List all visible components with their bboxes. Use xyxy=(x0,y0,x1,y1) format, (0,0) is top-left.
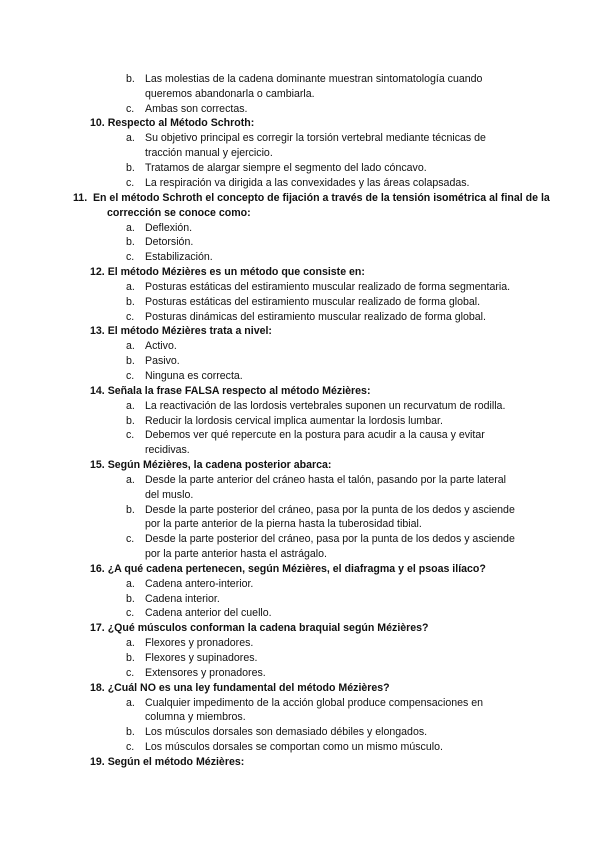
answer-option xyxy=(0,399,600,414)
option-letter: a. xyxy=(126,221,135,234)
question-heading xyxy=(0,681,600,696)
option-letter: c. xyxy=(126,740,135,753)
question-heading xyxy=(0,384,600,399)
answer-option xyxy=(0,131,600,161)
option-letter: c. xyxy=(126,666,135,679)
question-heading xyxy=(0,562,600,577)
question-number: 17. xyxy=(90,622,105,635)
option-text: Detorsión. xyxy=(145,236,194,249)
question-block-q16 xyxy=(0,562,600,621)
option-letter: a. xyxy=(126,473,135,486)
option-text: Cualquier impedimento de la acción global produce compensaciones en columna y miembros. xyxy=(145,696,484,724)
answer-option xyxy=(0,532,600,562)
answer-option xyxy=(0,428,600,458)
option-text: Cadena interior. xyxy=(145,592,220,605)
question-heading xyxy=(0,116,600,131)
option-letter: c. xyxy=(126,176,135,189)
answer-option xyxy=(0,176,600,191)
answer-option xyxy=(0,339,600,354)
question-text: El método Mézières es un método que consiste en: xyxy=(107,265,365,278)
answer-option xyxy=(0,651,600,666)
answer-option xyxy=(0,592,600,607)
question-text: ¿Cuál NO es una ley fundamental del método Mézières? xyxy=(107,681,390,694)
option-letter: b. xyxy=(126,295,135,308)
option-letter: b. xyxy=(126,726,135,739)
option-text: Flexores y supinadores. xyxy=(145,651,258,664)
answer-option xyxy=(0,696,600,726)
option-text: Las molestias de la cadena dominante muestran sintomatología cuando queremos abandonarla o cambiarla. xyxy=(145,73,483,100)
answer-option xyxy=(0,354,600,369)
question-heading xyxy=(0,265,600,280)
question-number: 12. xyxy=(90,265,105,278)
answer-option xyxy=(0,606,600,621)
option-letter: a. xyxy=(126,577,135,590)
option-letter: c. xyxy=(126,533,135,546)
option-text: Pasivo. xyxy=(145,355,180,368)
answer-option xyxy=(0,102,600,117)
question-number: 18. xyxy=(90,681,105,694)
question-block-q17 xyxy=(0,621,600,680)
answer-option xyxy=(0,72,600,102)
question-heading xyxy=(0,621,600,636)
question-block-q15 xyxy=(0,458,600,562)
answer-option xyxy=(0,250,600,265)
option-text: Desde la parte anterior del cráneo hasta el talón, pasando por la parte lateral del muslo. xyxy=(145,473,507,501)
option-letter: a. xyxy=(126,399,135,412)
option-text: Cadena antero-interior. xyxy=(145,577,254,590)
answer-option xyxy=(0,414,600,429)
question-text: Según el método Mézières: xyxy=(107,755,245,768)
option-text: Tratamos de alargar siempre el segmento del lado cóncavo. xyxy=(145,161,427,174)
option-text: Extensores y pronadores. xyxy=(145,666,266,679)
option-letter: a. xyxy=(126,280,135,293)
question-text: Según Mézières, la cadena posterior abarca: xyxy=(107,458,332,471)
option-letter: a. xyxy=(126,340,135,353)
option-text: Su objetivo principal es corregir la torsión vertebral mediante técnicas de tracción manual y ejercicio. xyxy=(145,132,486,160)
option-letter: a. xyxy=(126,696,135,709)
question-block-q14 xyxy=(0,384,600,458)
question-block-q19 xyxy=(0,755,600,770)
option-text: Reducir la lordosis cervical implica aumentar la lordosis lumbar. xyxy=(145,414,443,427)
question-text: Señala la frase FALSA respecto al método Mézières: xyxy=(107,384,371,397)
answer-option xyxy=(0,666,600,681)
question-heading xyxy=(0,458,600,473)
option-letter: c. xyxy=(126,102,135,115)
answer-option xyxy=(0,740,600,755)
answer-option xyxy=(0,636,600,651)
option-text: Los músculos dorsales se comportan como un mismo músculo. xyxy=(145,740,443,753)
option-text: Cadena anterior del cuello. xyxy=(145,607,272,620)
option-text: Deflexión. xyxy=(145,221,193,234)
answer-option xyxy=(0,295,600,310)
option-letter: c. xyxy=(126,369,135,382)
question-number: 16. xyxy=(90,562,105,575)
question-text: Respecto al Método Schroth: xyxy=(107,117,255,130)
question-block-q13 xyxy=(0,324,600,383)
option-letter: c. xyxy=(126,251,135,264)
option-letter: b. xyxy=(126,503,135,516)
question-block-q12 xyxy=(0,265,600,324)
question-block-q18 xyxy=(0,681,600,755)
option-text: Activo. xyxy=(145,340,177,353)
option-text: Ninguna es correcta. xyxy=(145,369,243,382)
question-number: 15. xyxy=(90,458,105,471)
question-text: El método Mézières trata a nivel: xyxy=(107,325,272,338)
option-letter: a. xyxy=(126,132,135,145)
question-number: 14. xyxy=(90,384,105,397)
question-list xyxy=(0,72,600,770)
answer-option xyxy=(0,369,600,384)
question-text: En el método Schroth el concepto de fijación a través de la tensión isométrica al final de la corrección se conoce como: xyxy=(92,191,550,219)
option-letter: b. xyxy=(126,414,135,427)
option-letter: a. xyxy=(126,637,135,650)
option-letter: b. xyxy=(126,651,135,664)
answer-option xyxy=(0,725,600,740)
option-text: Ambas son correctas. xyxy=(145,102,248,115)
option-text: Posturas estáticas del estiramiento muscular realizado de forma global. xyxy=(145,295,481,308)
answer-option xyxy=(0,310,600,325)
question-number: 19. xyxy=(90,755,105,768)
question-text: ¿Qué músculos conforman la cadena braquial según Mézières? xyxy=(107,622,429,635)
option-text: Desde la parte posterior del cráneo, pasa por la punta de los dedos y asciende por la parte anterior hasta el astrágalo. xyxy=(145,533,515,560)
question-heading: 11. En el método Schroth el concepto de fijación a través de la tensión isométrica al final de la corrección se conoce como: xyxy=(73,191,550,219)
option-text: Los músculos dorsales son demasiado débiles y elongados. xyxy=(145,726,428,739)
question-block-q10 xyxy=(0,116,600,190)
question-heading xyxy=(0,324,600,339)
answer-option xyxy=(0,473,600,503)
answer-option xyxy=(0,280,600,295)
question-number: 10. xyxy=(90,117,105,130)
option-text: Posturas estáticas del estiramiento muscular realizado de forma segmentaria. xyxy=(145,280,511,293)
option-letter: b. xyxy=(126,236,135,249)
question-block-q9-cont xyxy=(0,72,600,116)
option-text: La reactivación de las lordosis vertebrales suponen un recurvatum de rodilla. xyxy=(145,399,506,412)
answer-option xyxy=(0,235,600,250)
option-text: Desde la parte posterior del cráneo, pasa por la punta de los dedos y asciende por la parte anterior de la pierna hasta la tuberosidad tibial. xyxy=(145,503,515,531)
answer-option xyxy=(0,503,600,533)
option-letter: b. xyxy=(126,73,135,85)
option-text: Posturas dinámicas del estiramiento muscular realizado de forma global. xyxy=(145,310,486,323)
question-text: ¿A qué cadena pertenecen, según Mézières, el diafragma y el psoas ilíaco? xyxy=(107,562,486,575)
option-letter: c. xyxy=(126,607,135,620)
option-text: Debemos ver qué repercute en la postura para acudir a la causa y evitar recidivas. xyxy=(145,429,485,457)
option-text: Flexores y pronadores. xyxy=(145,637,254,650)
option-text: Estabilización. xyxy=(145,251,213,264)
option-text: La respiración va dirigida a las convexidades y las áreas colapsadas. xyxy=(145,176,470,189)
answer-option xyxy=(0,577,600,592)
option-letter: b. xyxy=(126,592,135,605)
question-number: 13. xyxy=(90,325,105,338)
option-letter: c. xyxy=(126,429,135,442)
answer-option xyxy=(0,161,600,176)
answer-option xyxy=(0,221,600,236)
option-letter: b. xyxy=(126,355,135,368)
option-letter: b. xyxy=(126,161,135,174)
question-heading xyxy=(0,755,600,770)
option-letter: c. xyxy=(126,310,135,323)
question-block-q11 xyxy=(0,191,600,265)
